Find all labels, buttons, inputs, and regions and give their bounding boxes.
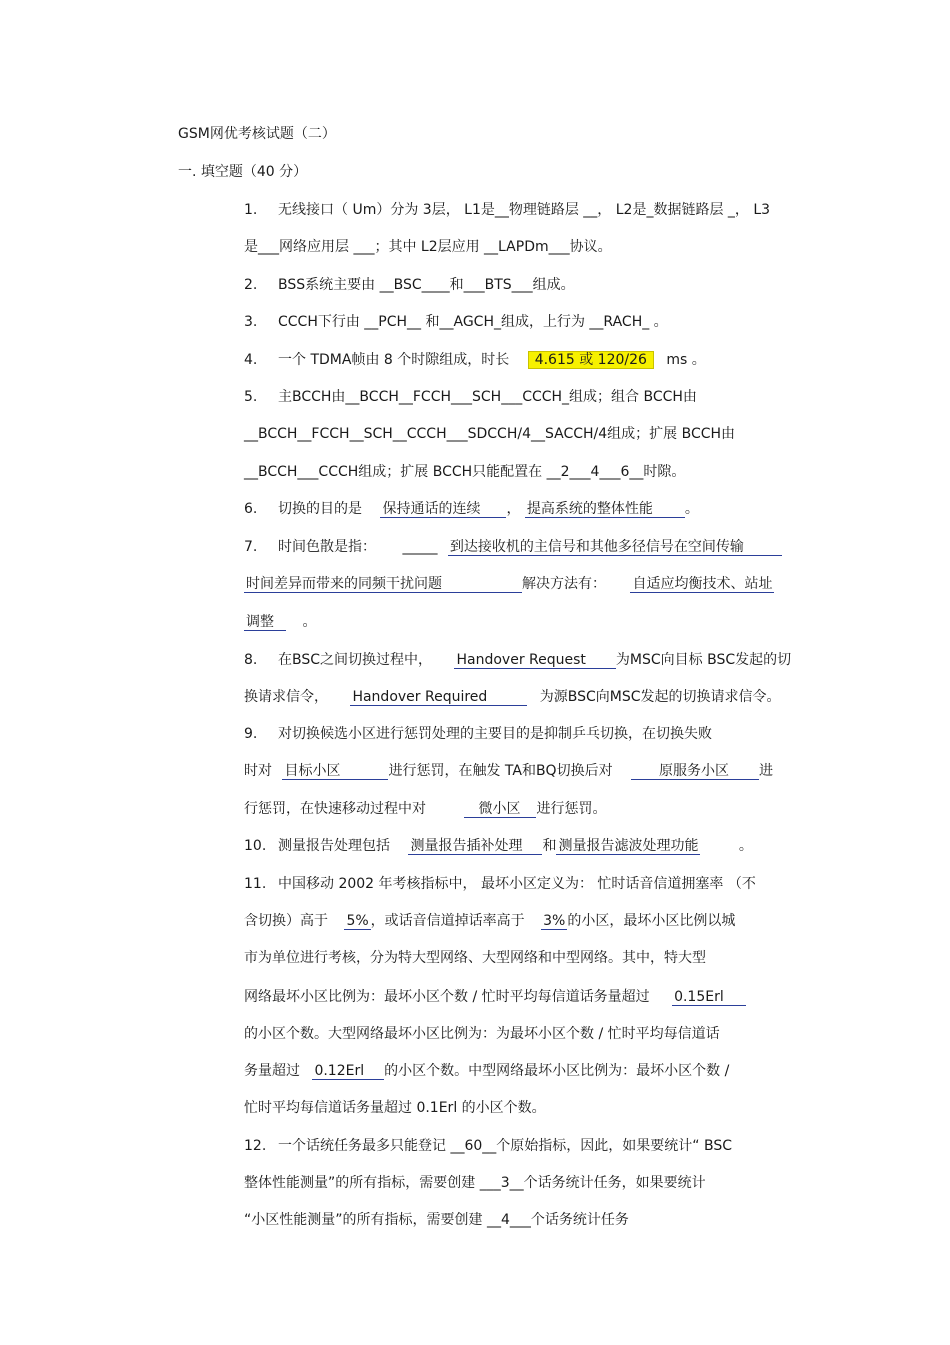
question-text-tail: ms 。 [666, 352, 706, 368]
question-number: 8. [244, 652, 258, 668]
question-text: 测量报告处理包括 [278, 838, 390, 854]
question-number: 4. [244, 352, 258, 368]
question-12-line-1 [244, 1136, 732, 1156]
question-text: 中国移动 2002 年考核指标中， 最坏小区定义为： 忙时话音信道拥塞率 （不 [278, 876, 756, 892]
question-text: 行惩罚，在快速移动过程中对 [244, 801, 426, 817]
question-text: 一个 TDMA帧由 8 个时隙组成，时长 [278, 352, 510, 368]
answer-blank: 时间差异而带来的同频干扰问题 [244, 576, 522, 593]
question-number: 5. [244, 389, 258, 405]
question-number: 12. [244, 1138, 267, 1154]
question-text: 的小区个数。中型网络最坏小区比例为：最坏小区个数 / [384, 1063, 730, 1079]
section-heading: 一. 填空题（40 分） [178, 164, 308, 180]
question-7-line-3 [244, 612, 316, 632]
question-text: 含切换）高于 [244, 913, 328, 929]
question-1-line-1 [244, 200, 770, 220]
question-3 [244, 312, 668, 332]
answer-blank: 原服务小区 [631, 763, 759, 780]
question-text: 在BSC之间切换过程中， [278, 652, 433, 668]
answer-blank: Handover Request [454, 652, 615, 669]
answer-blank: 3% [543, 913, 566, 929]
question-text: 网络最坏小区比例为：最坏小区个数 / 忙时平均每信道话务量超过 [244, 989, 650, 1005]
question-9-line-2 [244, 761, 773, 781]
answer-blank: 测量报告滤波处理功能 [558, 838, 699, 854]
question-11-line-3: 市为单位进行考核，分为特大型网络、大型网络和中型网络。其中，特大型 [244, 950, 706, 966]
question-text: 进行惩罚。 [536, 801, 607, 817]
question-8-line-2 [244, 687, 781, 707]
question-2 [244, 275, 575, 295]
question-text: 为MSC向目标 BSC发起的切 [615, 652, 792, 668]
question-text: 的小区，最坏小区比例以城 [567, 913, 736, 929]
question-7-line-2 [244, 574, 774, 594]
question-text: 一个话统任务最多只能登记 __60__个原始指标，因此，如果要统计“ BSC [278, 1138, 732, 1154]
question-12-line-2: 整体性能测量”的所有指标，需要创建 ___3__个话务统计任务，如果要统计 [244, 1175, 706, 1191]
question-text: 进行惩罚，在触发 TA和BQ切换后对 [388, 763, 613, 779]
question-12-line-3: “小区性能测量”的所有指标，需要创建 __4___个话务统计任务 [244, 1212, 629, 1228]
question-10 [244, 836, 753, 856]
answer-blank: 调整 [244, 614, 286, 631]
question-text: 切换的目的是 [278, 501, 362, 517]
question-text: 和 [542, 838, 557, 854]
separator: ， [506, 501, 521, 517]
page-title: GSM网优考核试题（二） [178, 126, 336, 142]
question-4 [244, 350, 706, 370]
question-number: 9. [244, 726, 258, 742]
question-text: 为源BSC向MSC发起的切换请求信令。 [539, 689, 781, 705]
question-1-line-2: 是___网络应用层 ___；其中 L2层应用 __LAPDm___协议。 [244, 239, 612, 255]
answer-blank: 保持通话的连续 [380, 501, 506, 518]
question-5-line-1 [244, 387, 697, 407]
blank-gap: _____ [402, 539, 438, 555]
answer-blank: 自适应均衡技术、站址 [632, 576, 773, 592]
question-11-line-6 [244, 1061, 729, 1081]
question-text: 时对 [244, 763, 272, 779]
question-text: 主BCCH由__BCCH__FCCH___SCH___CCCH_组成；组合 BCCH由 [278, 389, 697, 405]
answer-blank: 提高系统的整体性能 [525, 501, 685, 518]
question-text: 换请求信令， [244, 689, 328, 705]
question-11-line-4 [244, 987, 746, 1007]
question-7-line-1 [244, 537, 782, 557]
question-text: 进 [759, 763, 774, 779]
answer-blank: 5% [346, 913, 369, 929]
question-8-line-1 [244, 650, 791, 670]
question-text: CCCH下行由 __PCH__ 和__AGCH_组成，上行为 __RACH_ 。 [278, 314, 668, 330]
question-9-line-1 [244, 724, 712, 744]
question-number: 3. [244, 314, 258, 330]
question-number: 11. [244, 876, 267, 892]
question-text-tail: 。 [738, 838, 753, 854]
question-text: 解决方法有： [522, 576, 606, 592]
question-number: 7. [244, 539, 258, 555]
question-text: ，或话音信道掉话率高于 [370, 913, 525, 929]
answer-blank: 目标小区 [282, 763, 388, 780]
answer-blank: 测量报告插补处理 [408, 838, 542, 855]
question-text: BSS系统主要由 __BSC____和___BTS___组成。 [278, 277, 575, 293]
question-text: 对切换候选小区进行惩罚处理的主要目的是抑制乒乓切换，在切换失败 [278, 726, 712, 742]
question-text: 时间色散是指： [278, 539, 376, 555]
answer-blank: 微小区 [464, 801, 536, 818]
question-number: 10. [244, 838, 267, 854]
question-number: 2. [244, 277, 258, 293]
question-11-line-1 [244, 874, 756, 894]
question-text: 无线接口（ Um）分为 3层， L1是__物理链路层 __， L2是_数据链路层 _， L3 [278, 202, 771, 218]
question-11-line-7: 忙时平均每信道话务量超过 0.1Erl 的小区个数。 [244, 1100, 546, 1116]
question-text-tail: 。 [302, 614, 317, 630]
answer-blank: 到达接收机的主信号和其他多径信号在空间传输 [448, 539, 782, 556]
question-text: 务量超过 [244, 1063, 300, 1079]
question-9-line-3 [244, 799, 606, 819]
answer-blank: Handover Required [350, 689, 527, 706]
question-6 [244, 499, 699, 519]
question-5-line-2: __BCCH__FCCH__SCH__CCCH___SDCCH/4__SACCH/4组成；扩展 BCCH由 [244, 426, 736, 442]
highlighted-answer: 4.615 或 120/26 [528, 351, 654, 369]
question-5-line-3: __BCCH___CCCH组成；扩展 BCCH只能配置在 __2___4___6__时隙。 [244, 464, 686, 480]
answer-blank: 0.12Erl [312, 1063, 384, 1080]
question-number: 6. [244, 501, 258, 517]
answer-blank: 0.15Erl [672, 989, 746, 1006]
question-number: 1. [244, 202, 258, 218]
question-text-tail: 。 [684, 501, 699, 517]
question-11-line-5: 的小区个数。大型网络最坏小区比例为：为最坏小区个数 / 忙时平均每信道话 [244, 1026, 720, 1042]
question-11-line-2 [244, 911, 735, 931]
